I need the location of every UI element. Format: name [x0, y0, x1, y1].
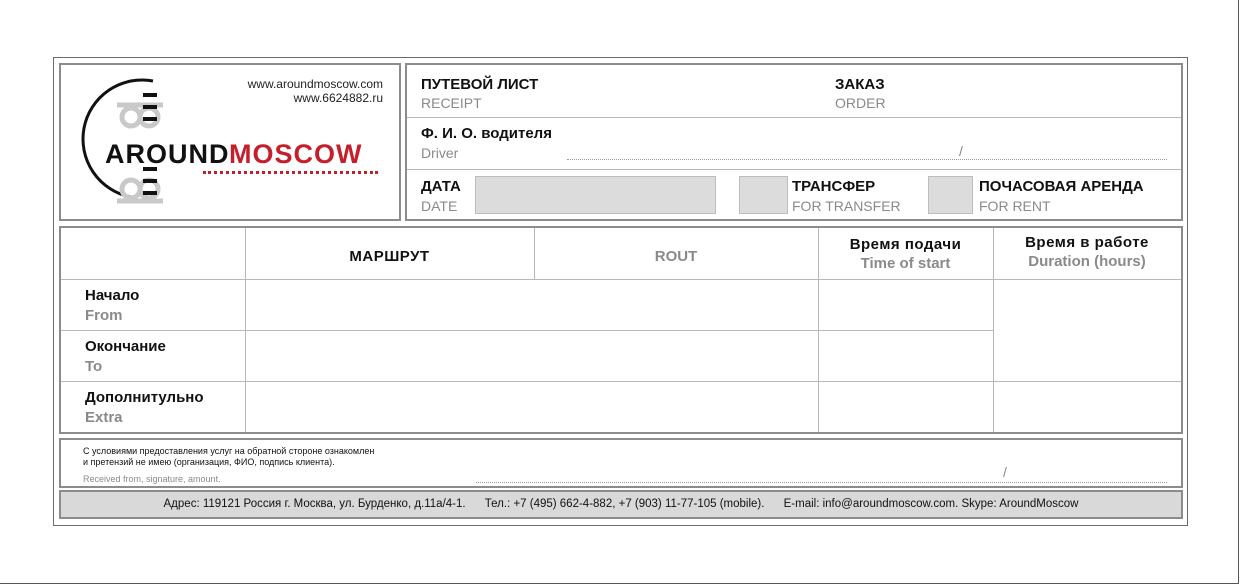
terms-line-2: и претензий не имею (организация, ФИО, подпись клиента). [83, 457, 335, 467]
driver-separator: / [959, 143, 963, 159]
date-label: ДАТА [421, 178, 461, 195]
signature-box [59, 438, 1183, 488]
contact-address: Адрес: 119121 Россия г. Москва, ул. Бурденко, д.11а/4-1. Тел.: +7 (495) 662-4-882, +7 (903) 11-77-105 (mobile). E-mail: info@aroundmoscow.com. Skype: AroundMoscow [163, 498, 1079, 510]
transfer-label-en: FOR TRANSFER [792, 198, 901, 214]
logo-word-moscow: MOSCOW [229, 139, 363, 169]
header-divider-2 [407, 169, 1181, 170]
driver-label-en: Driver [421, 145, 459, 161]
start-time-header-en: Time of start [860, 255, 951, 272]
rent-label: ПОЧАСОВАЯ АРЕНДА [979, 178, 1144, 195]
signature-separator: / [1003, 464, 1007, 480]
row-from-label: Начало [85, 287, 140, 304]
date-field[interactable] [475, 176, 716, 214]
logo-box [59, 63, 401, 221]
duration-header-en: Duration (hours) [1028, 253, 1146, 270]
row-to-label: Окончание [85, 338, 166, 355]
signature-input-line[interactable] [476, 482, 1167, 483]
header-box [405, 63, 1183, 221]
row-from-label-en: From [85, 307, 123, 324]
signature-label-en: Received from, signature, amount. [83, 474, 221, 484]
header-divider-1 [407, 117, 1181, 118]
transfer-checkbox[interactable] [739, 176, 788, 214]
row-divider-1 [245, 330, 993, 331]
order-label-en: ORDER [835, 95, 886, 111]
row-extra-label-en: Extra [85, 409, 123, 426]
start-time-header: Время подачи [849, 236, 962, 253]
row-extra-label: Дополнитульно [85, 389, 204, 406]
row-divider-1-left [61, 330, 245, 331]
website-url-1[interactable]: www.aroundmoscow.com [247, 77, 383, 91]
date-label-en: DATE [421, 198, 458, 214]
route-table [59, 226, 1183, 434]
row-to-label-en: To [85, 358, 103, 375]
order-label: ЗАКАЗ [835, 76, 885, 93]
duration-header: Время в работе [1025, 234, 1149, 251]
receipt-label: ПУТЕВОЙ ЛИСТ [421, 76, 539, 93]
website-url-2[interactable]: www.6624882.ru [293, 91, 383, 105]
rent-checkbox[interactable] [928, 176, 973, 214]
driver-input-line[interactable] [567, 159, 1167, 160]
route-header: МАРШРУТ [349, 248, 430, 265]
address-bar [59, 490, 1183, 519]
logo-dotted-underline [203, 171, 378, 174]
route-header-en: ROUT [654, 248, 698, 265]
terms-text [83, 446, 374, 468]
row-divider-2 [61, 381, 1181, 382]
logo-word-around: AROUND [105, 139, 230, 169]
receipt-label-en: RECEIPT [421, 95, 482, 111]
driver-label: Ф. И. О. водителя [421, 125, 552, 142]
rent-label-en: FOR RENT [979, 198, 1051, 214]
header-row-divider [61, 279, 1181, 280]
terms-line-1: С условиями предоставления услуг на обратной стороне ознакомлен [83, 446, 375, 456]
transfer-label: ТРАНСФЕР [792, 178, 876, 195]
